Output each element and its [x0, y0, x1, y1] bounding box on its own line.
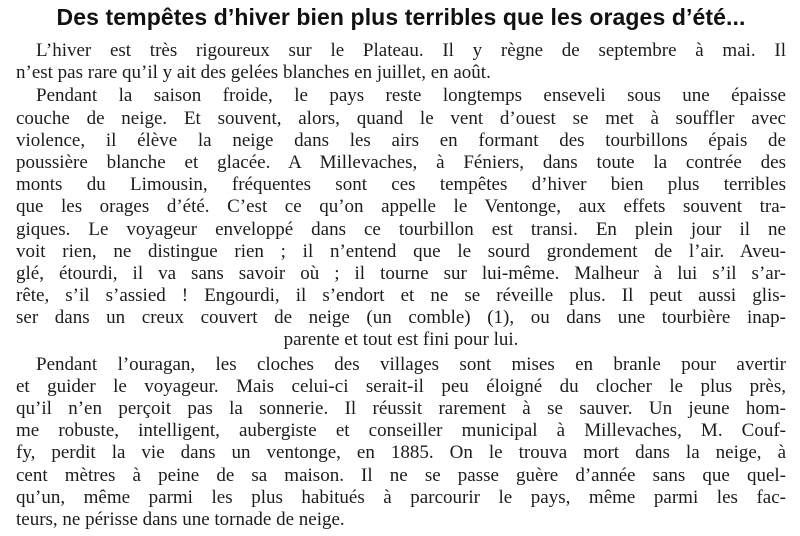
paragraph-3: [16, 354, 786, 532]
text-line: poussière blanche et glacée. A Millevaches, à Féniers, dans toute la contrée des: [16, 151, 786, 173]
text-line: parente et tout est fini pour lui.: [283, 329, 519, 351]
text-line: rête, s’il s’assied ! Engourdi, il s’endort et ne se réveille plus. Il peut aussi glis-: [16, 285, 786, 307]
text-line: fy, perdit la vie dans un ventonge, en 1885. On le trouva mort dans la neige, à: [16, 442, 786, 464]
text-line: couche de neige. Et souvent, alors, quand le vent d’ouest se met à souffler avec: [16, 107, 786, 129]
text-line: ser dans un creux couvert de neige (un comble) (1), ou dans une tourbière inap-: [16, 307, 786, 329]
paragraph-1: [16, 40, 786, 84]
text-line: monts du Limousin, fréquentes sont ces tempêtes d’hiver bien plus terribles: [16, 174, 786, 196]
text-line: qu’il n’en perçoit pas la sonnerie. Il réussit rarement à se sauver. Un jeune hom-: [16, 398, 786, 419]
paragraph-2: [16, 85, 786, 351]
text-line: giques. Le voyageur enveloppé dans ce tourbillon est transi. En plein jour il ne: [16, 218, 786, 240]
text-line: L’hiver est très rigoureux sur le Plateau. Il y règne de septembre à mai. Il: [36, 40, 786, 61]
page-title: Des tempêtes d’hiver bien plus terribles que les orages d’été...: [56, 4, 746, 30]
text-line: voit rien, ne distingue rien ; il n’entend que le sourd grondement de l’air. Aveu-: [16, 240, 786, 262]
text-line: teurs, ne périsse dans une tornade de neige.: [16, 508, 345, 530]
text-line: cent mètres à peine de sa maison. Il ne se passe guère d’année sans que quel-: [16, 464, 786, 486]
text-line: me robuste, intelligent, aubergiste et conseiller municipal à Millevaches, M. Couf-: [16, 420, 786, 442]
text-line: que les orages d’été. C’est ce qu’on appelle le Ventonge, aux effets souvent tra-: [16, 196, 786, 218]
text-line: qu’un, même parmi les plus habitués à parcourir le pays, même parmi les fac-: [16, 486, 786, 508]
text-line: violence, il élève la neige dans les airs en formant des tourbillons épais de: [16, 129, 786, 151]
text-line: et guider le voyageur. Mais celui-ci serait-il peu éloigné du clocher le plus près,: [16, 375, 786, 397]
text-line: glé, étourdi, il va sans savoir où ; il tourne sur lui-même. Malheur à lui s’il s’ar-: [16, 262, 786, 284]
text-line: Pendant la saison froide, le pays reste longtemps enseveli sous une épaisse: [36, 85, 786, 107]
text-line: n’est pas rare qu’il y ait des gelées blanches en juillet, en août.: [16, 62, 491, 84]
text-line: Pendant l’ouragan, les cloches des villages sont mises en branle pour avertir: [36, 353, 786, 375]
